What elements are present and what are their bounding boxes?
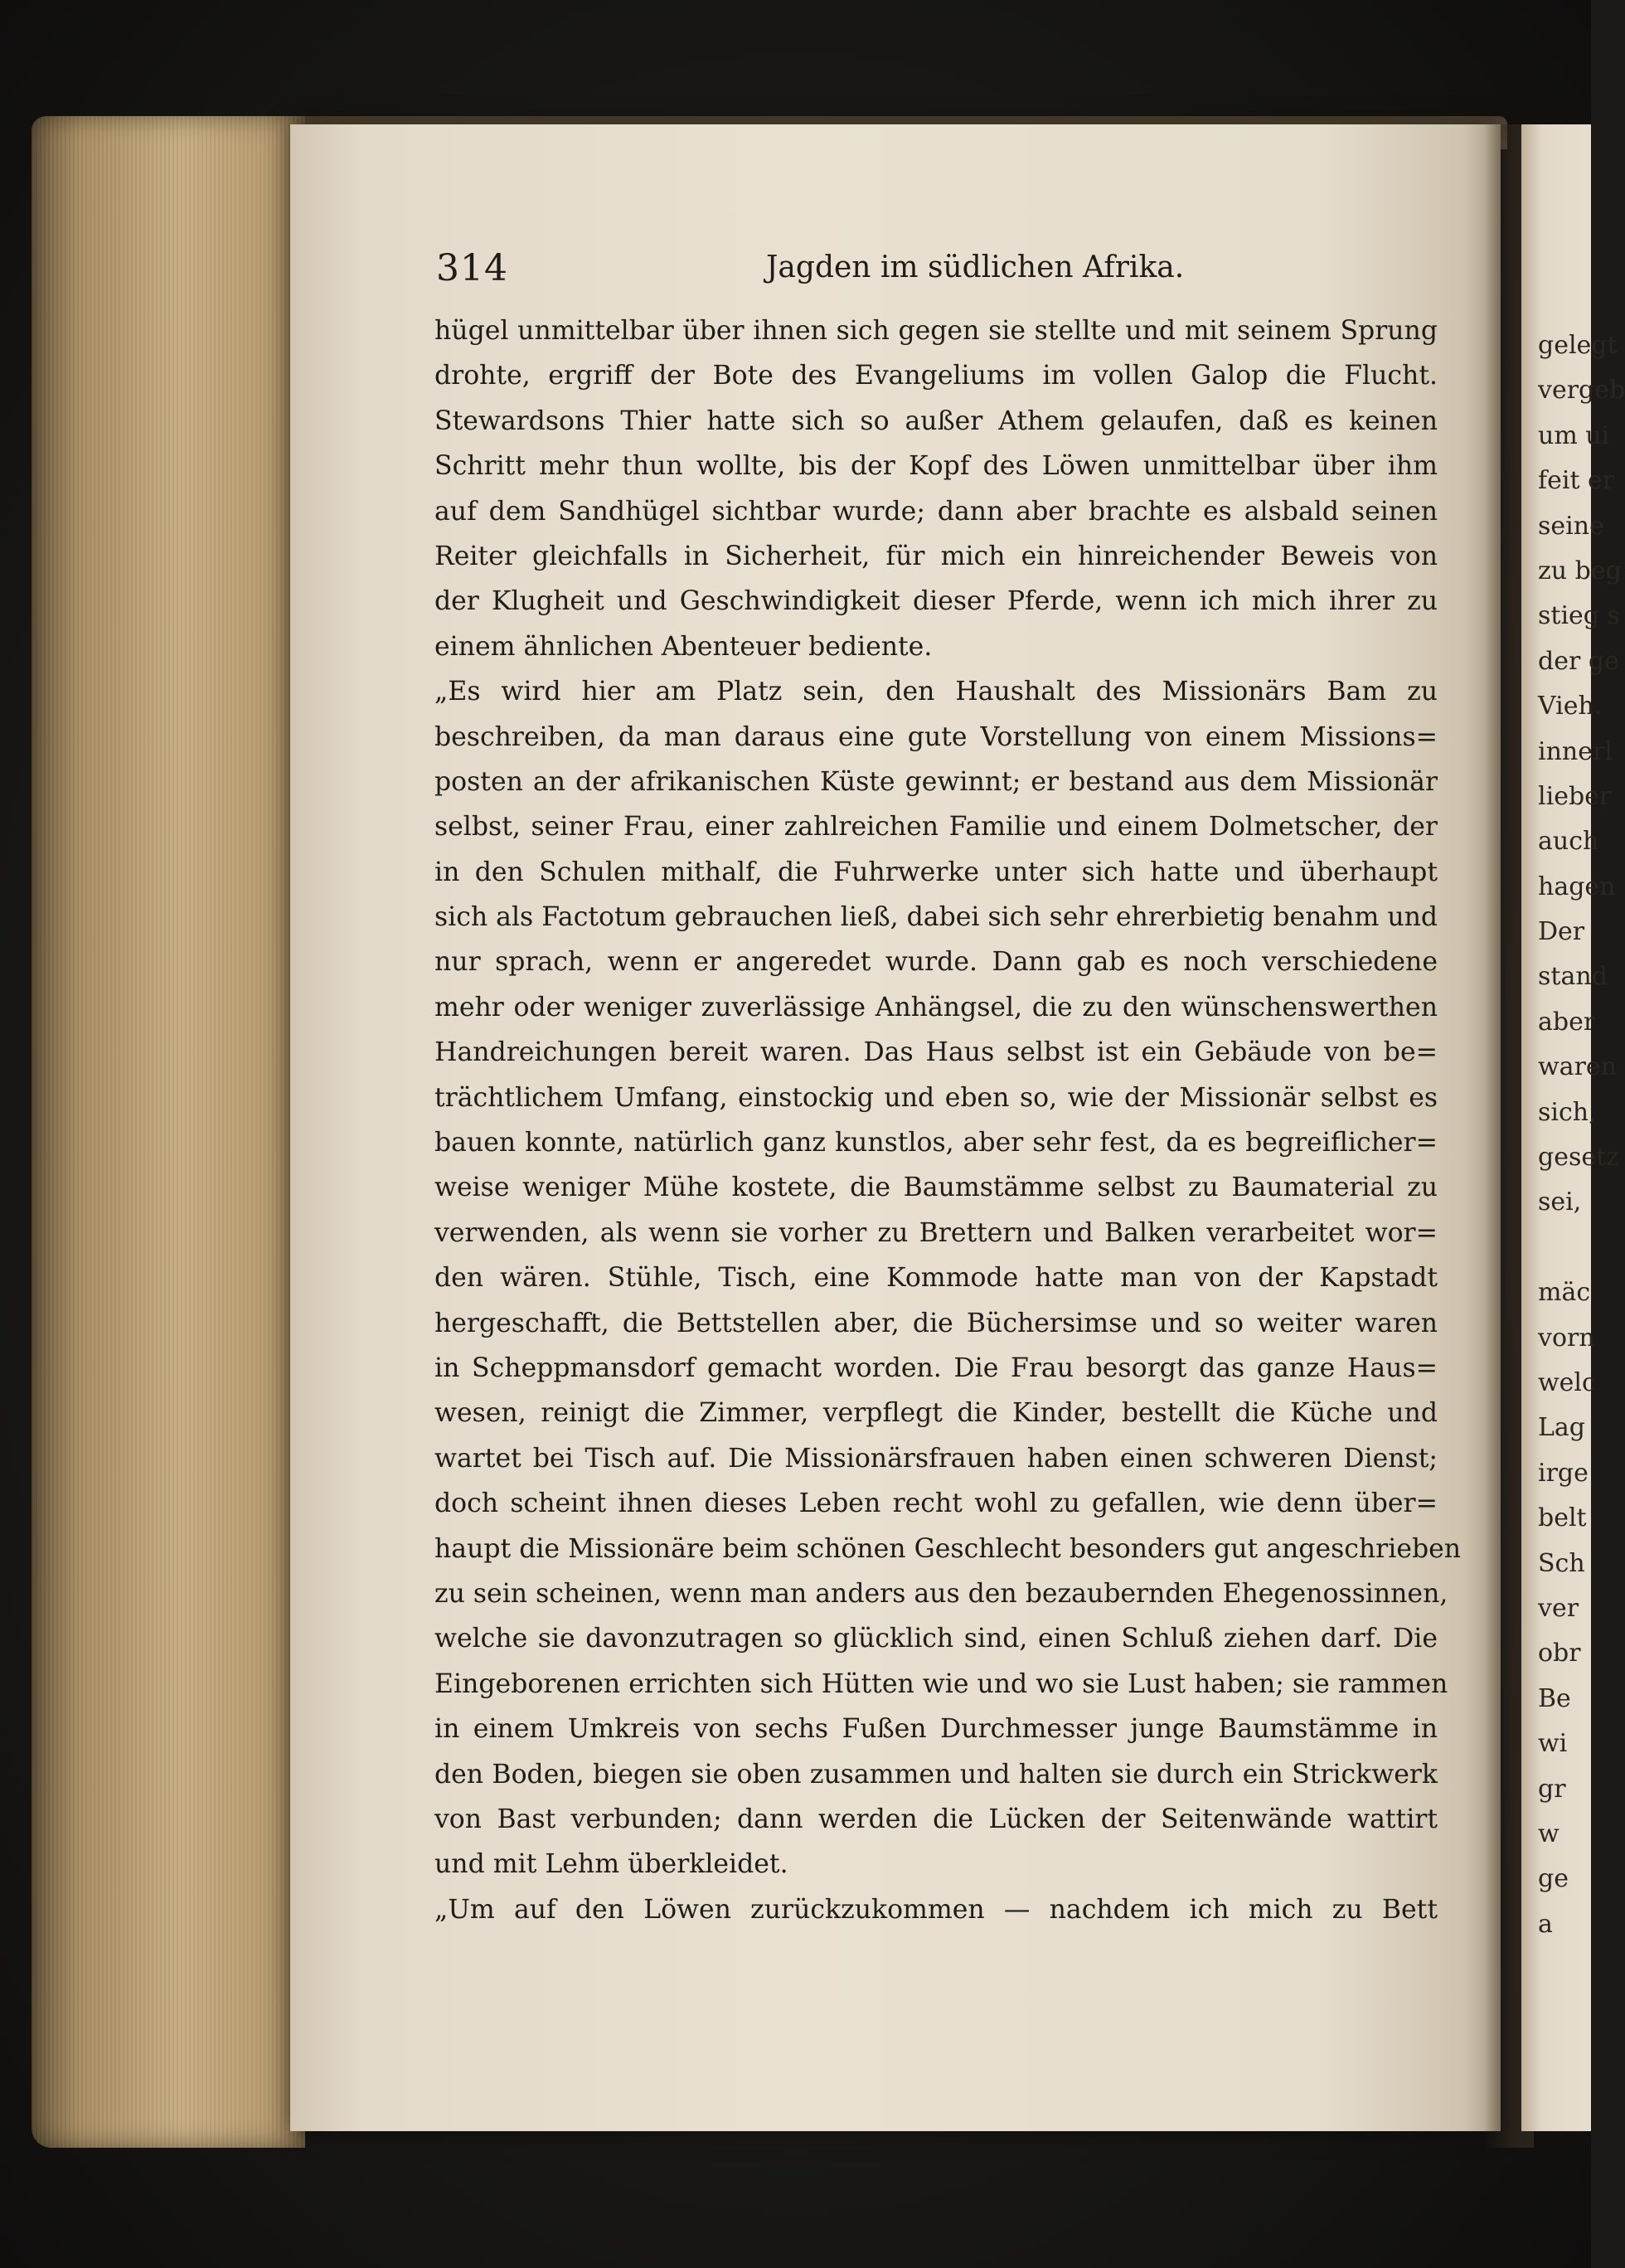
facing-fragment: Lag: [1538, 1413, 1586, 1443]
text-line: drohte, ergriff der Bote des Evangeliums im vollen Galop die Flucht.: [434, 361, 1438, 391]
text-line: mehr oder weniger zuverlässige Anhängsel, die zu den wünschenswerthen: [434, 992, 1438, 1022]
text-line: verwenden, als wenn sie vorher zu Brettern und Balken verarbeitet wor=: [434, 1217, 1438, 1248]
facing-fragment: feit er: [1538, 466, 1615, 496]
facing-fragment: Sch: [1538, 1548, 1585, 1578]
facing-fragment: sich,: [1538, 1097, 1597, 1127]
text-line: Handreichungen bereit waren. Das Haus selbst ist ein Gebäude von be=: [434, 1037, 1438, 1068]
text-line: hergeschafft, die Bettstellen aber, die Büchersimse und so weiter waren: [434, 1308, 1438, 1338]
facing-fragment: ge: [1538, 1864, 1569, 1894]
facing-fragment: um ui: [1538, 420, 1610, 450]
text-line: trächtlichem Umfang, einstockig und eben so, wie der Missionär selbst es: [434, 1082, 1438, 1113]
facing-fragment: belt: [1538, 1503, 1587, 1533]
facing-fragment: w: [1538, 1819, 1560, 1848]
facing-fragment: gesetz: [1538, 1143, 1619, 1173]
text-line: doch scheint ihnen dieses Leben recht wohl zu gefallen, wie denn über=: [434, 1489, 1438, 1519]
facing-fragment: Der: [1538, 917, 1585, 947]
text-line: bauen konnte, natürlich ganz kunstlos, aber sehr fest, da es begreiflicher=: [434, 1128, 1438, 1158]
text-line: wesen, reinigt die Zimmer, verpflegt die Kinder, bestellt die Küche und: [434, 1398, 1438, 1429]
facing-fragment: stand: [1538, 962, 1608, 992]
facing-fragment: waren: [1538, 1052, 1617, 1082]
text-line: welche sie davonzutragen so glücklich sind, einen Schluß ziehen darf. Die: [434, 1624, 1438, 1654]
facing-fragment: a: [1538, 1909, 1553, 1939]
facing-fragment: ver: [1538, 1593, 1579, 1623]
text-line: auf dem Sandhügel sichtbar wurde; dann aber brachte es alsbald seinen: [434, 496, 1438, 527]
facing-fragment: lieber: [1538, 781, 1612, 811]
facing-fragment: der ge: [1538, 646, 1619, 676]
text-line: nur sprach, wenn er angeredet wurde. Dann gab es noch verschiedene: [434, 947, 1438, 978]
text-line: der Klugheit und Geschwindigkeit dieser Pferde, wenn ich mich ihrer zu: [434, 586, 1438, 617]
facing-fragment: wi: [1538, 1729, 1568, 1759]
text-line: in Scheppmansdorf gemacht worden. Die Frau besorgt das ganze Haus=: [434, 1353, 1438, 1383]
facing-fragment: innerl: [1538, 736, 1613, 766]
facing-fragment: [1538, 1226, 1596, 1270]
text-line: von Bast verbunden; dann werden die Lücken der Seitenwände wattirt: [434, 1804, 1438, 1834]
facing-page: [1521, 124, 1625, 2131]
text-line: zu sein scheinen, wenn man anders aus den bezaubernden Ehegenossinnen,: [434, 1578, 1448, 1609]
page-number: 314: [436, 247, 508, 289]
facing-fragment: Be: [1538, 1683, 1571, 1713]
facing-fragment: aber: [1538, 1007, 1596, 1037]
facing-fragment: zu beg: [1538, 556, 1622, 585]
text-line: und mit Lehm überkleidet.: [434, 1849, 788, 1880]
text-line: „Um auf den Löwen zurückzukommen — nachdem ich mich zu Bett: [434, 1894, 1438, 1925]
text-line: beschreiben, da man daraus eine gute Vorstellung von einem Missions=: [434, 721, 1438, 752]
facing-fragment: gelegt: [1538, 331, 1618, 360]
facing-fragment: auch: [1538, 827, 1599, 857]
running-title: Jagden im südlichen Afrika.: [766, 250, 1185, 284]
facing-fragment: gr: [1538, 1774, 1566, 1804]
facing-fragment: seine: [1538, 511, 1604, 541]
text-line: den wären. Stühle, Tisch, eine Kommode hatte man von der Kapstadt: [434, 1263, 1438, 1294]
text-block: [434, 234, 1462, 1932]
facing-fragment: Vieh.: [1538, 692, 1603, 721]
text-line: wartet bei Tisch auf. Die Missionärsfrauen haben einen schweren Dienst;: [434, 1443, 1438, 1474]
facing-fragment: welc: [1538, 1367, 1596, 1397]
text-line: Reiter gleichfalls in Sicherheit, für mich ein hinreichender Beweis von: [434, 541, 1438, 571]
text-line: einem ähnlichen Abenteuer bediente.: [434, 631, 933, 662]
text-line: haupt die Missionäre beim schönen Geschlecht besonders gut angeschrieben: [434, 1533, 1462, 1564]
text-line: in einem Umkreis von sechs Fußen Durchmesser junge Baumstämme in: [434, 1714, 1438, 1745]
text-line: Stewardsons Thier hatte sich so außer Athem gelaufen, daß es keinen: [434, 406, 1438, 436]
facing-fragment: vorn: [1538, 1323, 1595, 1353]
text-line: Schritt mehr thun wollte, bis der Kopf des Löwen unmittelbar über ihm: [434, 451, 1438, 482]
text-line: in den Schulen mithalf, die Fuhrwerke unter sich hatte und überhaupt: [434, 857, 1438, 887]
text-line: hügel unmittelbar über ihnen sich gegen sie stellte und mit seinem Sprung: [434, 316, 1438, 346]
facing-fragment: vergeb: [1538, 376, 1625, 406]
facing-fragment: stieg s: [1538, 601, 1620, 631]
facing-fragment: sei,: [1538, 1187, 1582, 1217]
text-line: den Boden, biegen sie oben zusammen und halten sie durch ein Strickwerk: [434, 1759, 1438, 1790]
text-line: Eingeborenen errichten sich Hütten wie und wo sie Lust haben; sie rammen: [434, 1668, 1448, 1699]
facing-fragment: mäc: [1538, 1278, 1591, 1308]
text-line: sich als Factotum gebrauchen ließ, dabei sich sehr ehrerbietig benahm und: [434, 902, 1438, 933]
facing-page-fragments: [1538, 323, 1625, 1947]
text-line: „Es wird hier am Platz sein, den Haushalt des Missionärs Bam zu: [434, 677, 1438, 707]
page-edges: [32, 116, 305, 2148]
text-line: selbst, seiner Frau, einer zahlreichen Familie und einem Dolmetscher, der: [434, 812, 1438, 843]
text-line: weise weniger Mühe kostete, die Baumstämme selbst zu Baumaterial zu: [434, 1173, 1438, 1203]
facing-fragment: irge: [1538, 1458, 1589, 1488]
facing-fragment: obr: [1538, 1639, 1581, 1668]
body-text: [434, 308, 1462, 1932]
facing-fragment: hagen: [1538, 872, 1616, 901]
text-line: posten an der afrikanischen Küste gewinnt; er bestand aus dem Missionär: [434, 766, 1438, 797]
running-head: [434, 234, 1438, 308]
